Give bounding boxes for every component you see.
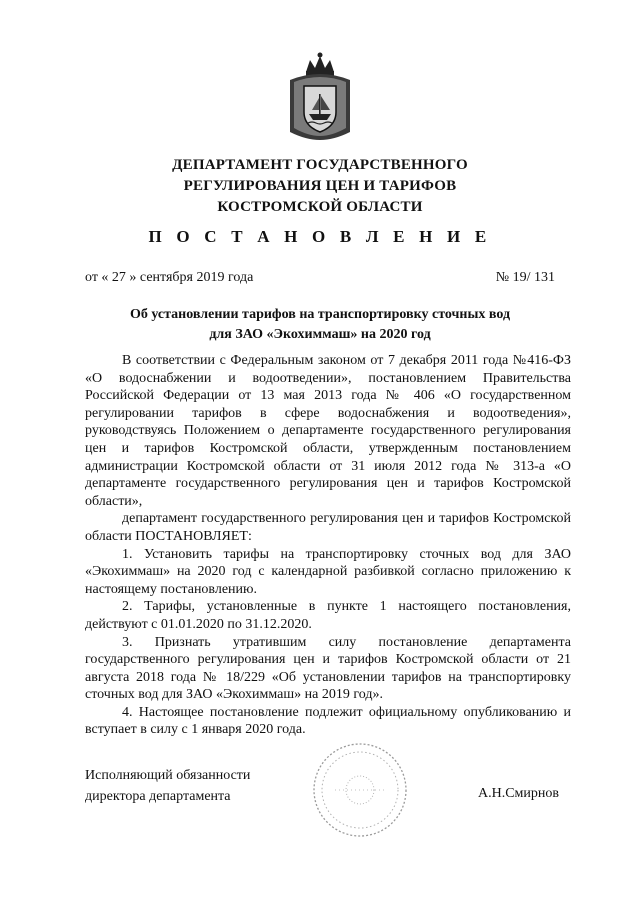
official-seal-icon	[305, 740, 415, 840]
body-paragraph: 1. Установить тарифы на транспортировку сточных вод для ЗАО «Экохиммаш» на 2020 год с календарной разбивкой согласно приложению к настоящему постановлению.	[85, 546, 571, 597]
document-body	[85, 352, 571, 739]
date-number-line	[85, 270, 555, 286]
coat-of-arms-icon	[284, 50, 356, 142]
header-line: КОСТРОМСКОЙ ОБЛАСТИ	[217, 199, 423, 215]
body-paragraph: департамент государственного регулирования цен и тарифов Костромской области ПОСТАНОВЛЯЕТ:	[85, 511, 571, 544]
document-type: П О С Т А Н О В Л Е Н И Е	[148, 227, 492, 246]
issuer-header	[0, 155, 640, 218]
signatory-name: А.Н.Смирнов	[478, 786, 560, 801]
body-paragraph: 2. Тарифы, установленные в пункте 1 настоящего постановления, действуют с 01.01.2020 по 31.12.2020.	[85, 599, 571, 632]
document-number: № 19/ 131	[495, 270, 555, 285]
header-line: РЕГУЛИРОВАНИЯ ЦЕН И ТАРИФОВ	[183, 178, 457, 194]
position-line: Исполняющий обязанности	[85, 768, 251, 783]
subject-line: Об установлении тарифов на транспортировку сточных вод	[129, 307, 511, 322]
document-subject	[0, 305, 640, 345]
body-paragraph: 4. Настоящее постановление подлежит официальному опубликованию и вступает в силу с 1 января 2020 года.	[85, 704, 571, 738]
subject-line: для ЗАО «Экохиммаш» на 2020 год	[209, 327, 431, 342]
body-paragraph: 3. Признать утратившим силу постановление департамента государственного регулирования цен и тарифов Костромской области от 21 августа 2018 года № 18/229 «Об установлении тарифов на транспортировку сточных вод для ЗАО «Экохиммаш» на 2019 год».	[85, 634, 571, 703]
body-paragraph: В соответствии с Федеральным законом от 7 декабря 2011 года №416-ФЗ «О водоснабжении и водоотведении», постановлением Правительства Российской Федерации от 13 мая 2013 года № 406 «О государственном регулировании тарифов в сфере водоснабжения и водоотведения», руководствуясь Положением о департаменте государственного регулирования цен и тарифов Костромской области, утвержденным постановлением администрации Костромской области от 31 июля 2012 года № 313-а «О департаменте государственного регулирования цен и тарифов Костромской области»,	[85, 353, 571, 509]
document-date: от « 27 » сентября 2019 года	[85, 270, 254, 285]
position-line: директора департамента	[85, 789, 231, 804]
header-line: ДЕПАРТАМЕНТ ГОСУДАРСТВЕННОГО	[172, 157, 468, 173]
signatory-position	[85, 765, 250, 807]
